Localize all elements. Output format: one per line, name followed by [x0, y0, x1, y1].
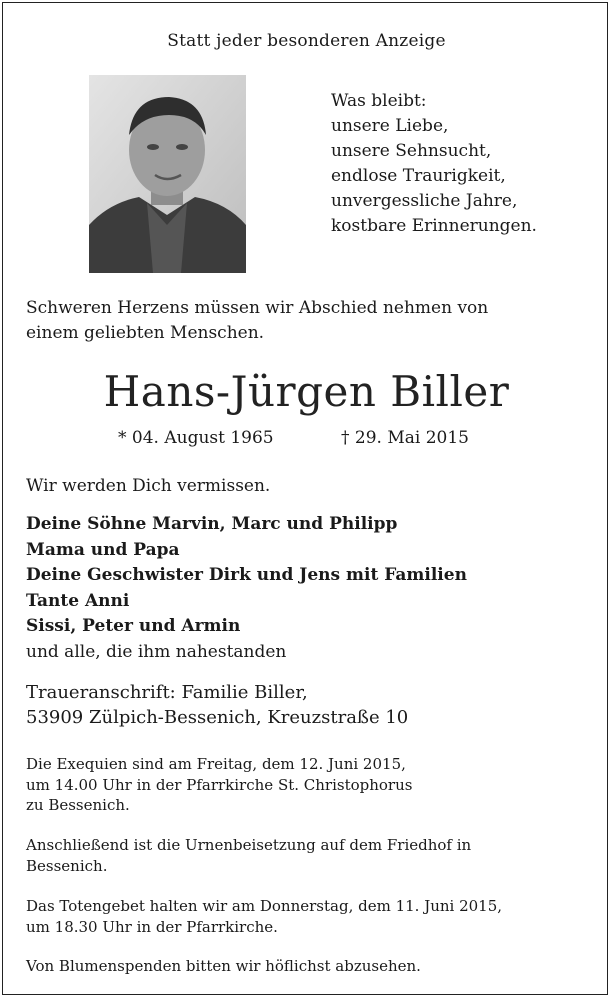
poem-line: unsere Liebe, — [331, 116, 449, 136]
exequien-info — [26, 754, 596, 816]
info-line: Anschließend ist die Urnenbeisetzung auf dem Friedhof in — [26, 836, 472, 854]
portrait-photo — [89, 75, 246, 273]
address-line: Traueranschrift: Familie Biller, — [26, 682, 308, 703]
intro-line: einem geliebten Menschen. — [26, 323, 265, 343]
poem-line: unvergessliche Jahre, — [331, 191, 518, 211]
poem-line: Was bleibt: — [331, 91, 427, 111]
mourner-line: Sissi, Peter und Armin — [26, 616, 241, 636]
mourner-line: Mama und Papa — [26, 539, 180, 560]
prayer-info — [26, 896, 596, 937]
address-line: 53909 Zülpich-Bessenich, Kreuzstraße 10 — [26, 707, 409, 728]
deceased-name: Hans-Jürgen Biller — [103, 367, 510, 416]
mourner-line: Tante Anni — [26, 590, 130, 611]
poem-line: kostbare Erinnerungen. — [331, 216, 537, 236]
mourning-address — [26, 680, 408, 730]
intro-text — [26, 296, 596, 346]
mourner-line: Deine Geschwister Dirk und Jens mit Familien — [26, 565, 467, 585]
intro-line: Schweren Herzens müssen wir Abschied nehmen von — [26, 298, 489, 318]
death-date: † 29. Mai 2015 — [341, 428, 469, 448]
notice-heading: Statt jeder besonderen Anzeige — [167, 31, 446, 51]
poem-line: endlose Traurigkeit, — [331, 166, 506, 186]
info-line: Bessenich. — [26, 856, 108, 875]
urn-burial-info — [26, 835, 596, 876]
mourners-list — [26, 512, 467, 665]
info-line: Die Exequien sind am Freitag, dem 12. Juni 2015, — [26, 755, 406, 773]
poem — [331, 89, 537, 239]
flowers-note: Von Blumenspenden bitten wir höflichst abzusehen. — [26, 957, 421, 975]
farewell-line: Wir werden Dich vermissen. — [26, 476, 271, 496]
mourner-line: Deine Söhne Marvin, Marc und Philipp — [26, 514, 398, 534]
info-line: Das Totengebet halten wir am Donnerstag, dem 11. Juni 2015, — [26, 897, 503, 915]
info-line: zu Bessenich. — [26, 796, 130, 814]
mourner-closing: und alle, die ihm nahestanden — [26, 641, 287, 662]
info-line: um 14.00 Uhr in der Pfarrkirche St. Christophorus — [26, 775, 413, 794]
info-line: um 18.30 Uhr in der Pfarrkirche. — [26, 917, 278, 936]
birth-date: * 04. August 1965 — [118, 428, 274, 448]
poem-line: unsere Sehnsucht, — [331, 141, 492, 161]
